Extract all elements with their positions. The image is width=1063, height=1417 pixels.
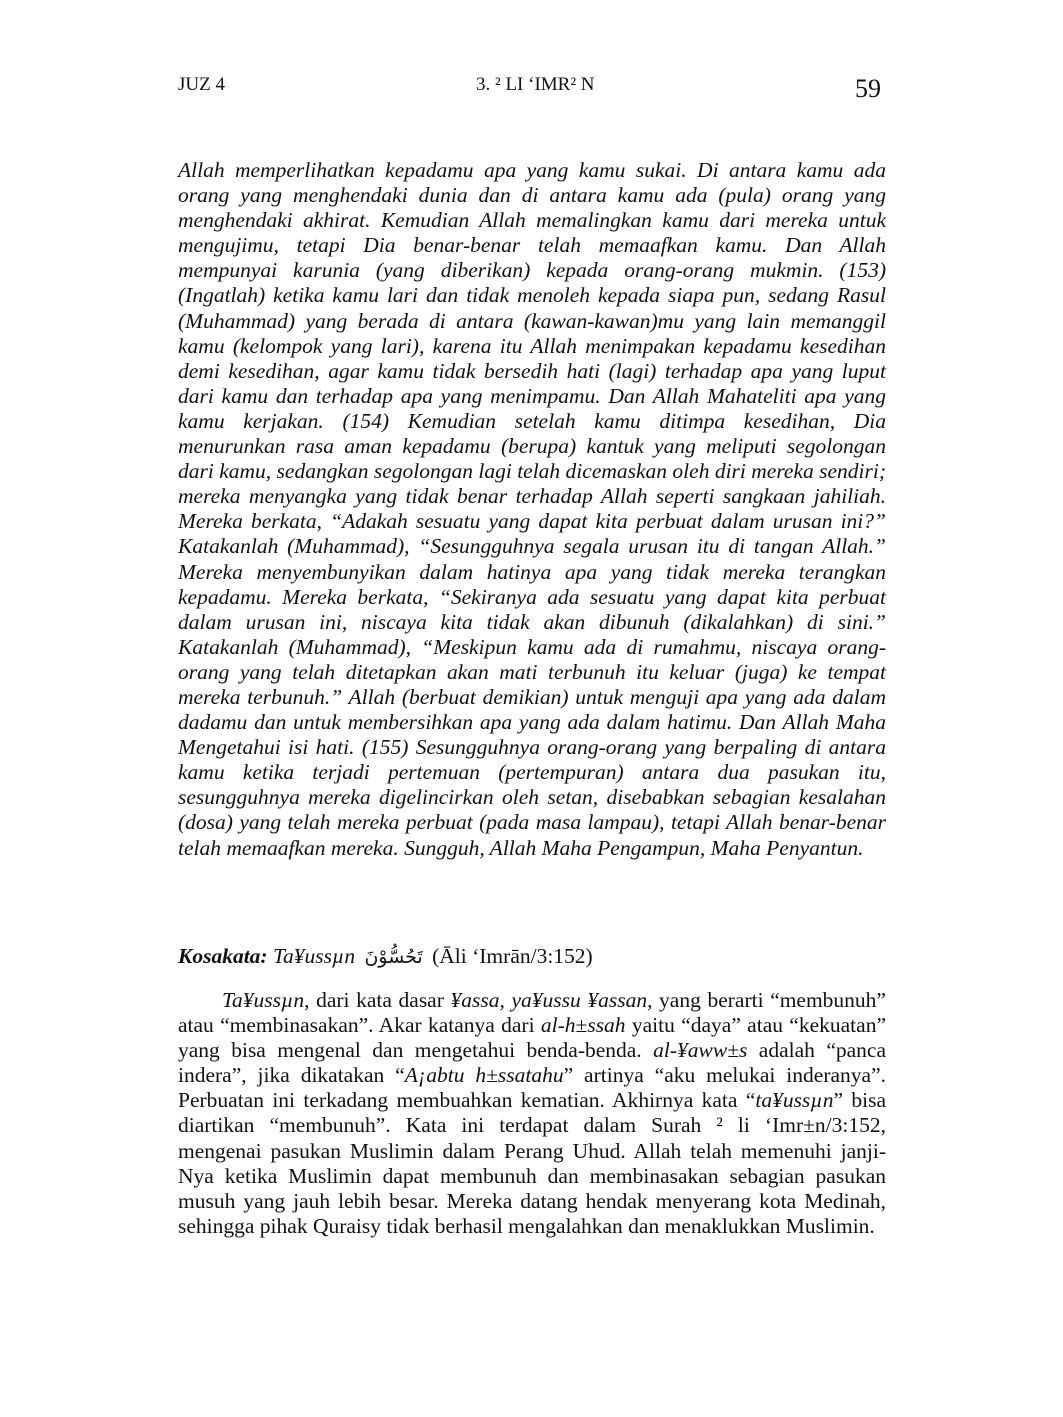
vocabulary-label: Kosakata: xyxy=(178,944,268,968)
explanation-text: ” bisa diartikan “membunuh”. Kata ini terdapat dalam Surah ² li ‘Imr±n/3:152, mengenai pasukan Muslimin dalam Perang Uhud. Allah telah memenuhi janji-Nya ketika Muslimin dapat membunuh dan membinasakan sebagian pasukan musuh yang jauh lebih besar. Mereka datang hendak menyerang kota Medinah, sehingga pihak Quraisy tidak berhasil mengalahkan dan menaklukkan Muslimin. xyxy=(178,1088,886,1238)
arabic-term: تَحُسُّوْنَ xyxy=(364,946,423,968)
explanation-text: , dari kata dasar xyxy=(304,988,451,1012)
verse-translation: Allah memperlihatkan kepadamu apa yang kamu sukai. Di antara kamu ada orang yang menghendaki dunia dan di antara kamu ada (pula) orang yang menghendaki akhirat. Kemudian Allah memalingkan kamu dari mereka untuk mengujimu, tetapi Dia benar-benar telah memaafkan kamu. Dan Allah mempunyai karunia (yang diberikan) kepada orang-orang mukmin. (153) (Ingatlah) ketika kamu lari dan tidak menoleh kepada siapa pun, sedang Rasul (Muhammad) yang berada di antara (kawan-kawan)mu yang lain memanggil kamu (kelompok yang lari), karena itu Allah menimpakan kepadamu kesedihan demi kesedihan, agar kamu tidak bersedih hati (lagi) terhadap apa yang luput dari kamu dan terhadap apa yang menimpamu. Dan Allah Mahateliti apa yang kamu kerjakan. (154) Kemudian setelah kamu ditimpa kesedihan, Dia menurunkan rasa aman kepadamu (berupa) kantuk yang meliputi segolongan dari kamu, sedangkan segolongan lagi telah dicemaskan oleh diri mereka sendiri; mereka menyangka yang tidak benar terhadap Allah seperti sangkaan jahiliah. Mereka berkata, “Adakah sesuatu yang dapat kita perbuat dalam urusan ini?” Katakanlah (Muhammad), “Sesungguhnya segala urusan itu di tangan Allah.” Mereka menyembunyikan dalam hatinya apa yang tidak mereka terangkan kepadamu. Mereka berkata, “Sekiranya ada sesuatu yang dapat kita perbuat dalam urusan ini, niscaya kita tidak akan dibunuh (dikalahkan) di sini.” Katakanlah (Muhammad), “Meskipun kamu ada di rumahmu, niscaya orang-orang yang telah ditetapkan akan mati terbunuh itu keluar (juga) ke tempat mereka terbunuh.” Allah (berbuat demikian) untuk menguji apa yang ada dalam dadamu dan untuk membersihkan apa yang ada dalam hatimu. Dan Allah Maha Mengetahui isi hati. (155) Sesungguhnya orang-orang yang berpaling di antara kamu ketika terjadi pertemuan (pertempuran) antara dua pasukan itu, sesungguhnya mereka digelincirkan oleh setan, disebabkan sebagian kesalahan (dosa) yang telah mereka perbuat (pada masa lampau), tetapi Allah benar-benar telah memaafkan mereka. Sungguh, Allah Maha Pengampun, Maha Penyantun. xyxy=(178,158,886,860)
juz-label: JUZ 4 xyxy=(178,74,225,95)
vocabulary-explanation xyxy=(178,988,886,1239)
explanation-term: Ta¥ussµn xyxy=(222,988,305,1012)
explanation-text: ” artinya “aku melukai inderanya”. Perbuatan ini terkadang membuahkan kematian. Akhirnya kata “ xyxy=(178,1063,886,1113)
transliteration: al-¥aww±s xyxy=(653,1038,748,1063)
root-words: ¥assa, ya¥ussu ¥assan, xyxy=(450,988,653,1012)
surah-title: 3. ² LI ‘IMR² N xyxy=(476,74,595,95)
page-number: 59 xyxy=(855,74,881,103)
explanation-text: adalah “panca indera”, jika dikatakan “ xyxy=(178,1038,886,1088)
verse-reference: (Āli ‘Imrān/3:152) xyxy=(432,944,593,968)
vocabulary-heading xyxy=(178,942,593,971)
transliteration: al-h±ssah xyxy=(540,1013,626,1038)
vocabulary-term: Ta¥ussµn xyxy=(272,944,356,968)
explanation-text: yang berarti “membunuh” atau “membinasakan”. Akar katanya dari xyxy=(178,988,886,1038)
transliteration: ta¥ussµn xyxy=(755,1088,834,1113)
transliteration: A¡abtu h±ssatahu xyxy=(404,1063,564,1088)
explanation-text: yaitu “daya” atau “kekuatan” yang bisa mengenal dan mengetahui benda-benda. xyxy=(178,1013,886,1063)
